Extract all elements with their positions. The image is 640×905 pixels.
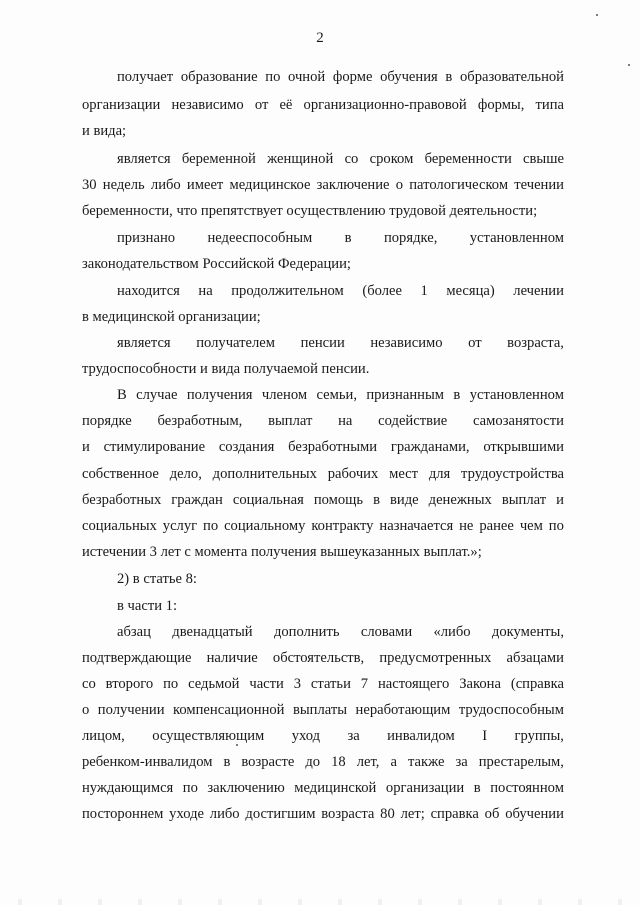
word: по (265, 69, 281, 85)
text-line (82, 675, 564, 693)
word: предусмотренных (379, 650, 492, 666)
text-line (117, 229, 564, 247)
word: документы, (491, 624, 564, 640)
word: открывшими (483, 439, 564, 455)
word: обучении (505, 806, 564, 822)
word: выплат (501, 492, 547, 508)
word: недееспособным (207, 230, 313, 246)
word: настоящего (377, 676, 450, 692)
word: трудоустройства (461, 466, 564, 482)
word: социальных (82, 518, 157, 534)
word: об (484, 806, 500, 822)
word: контракту (311, 518, 374, 534)
text-line (82, 805, 564, 823)
word: уход (291, 728, 321, 744)
word: подтверждающие (82, 650, 192, 666)
word: обучения (380, 69, 438, 85)
word: престарелым, (478, 754, 564, 770)
word: безработных (82, 492, 162, 508)
text-line (82, 491, 564, 509)
word: порядке (82, 413, 132, 429)
word: осуществляющим (152, 728, 265, 744)
word: 30 (82, 177, 97, 193)
word: дополнить (273, 624, 340, 640)
word: второго (105, 676, 154, 692)
word: образование (180, 69, 258, 85)
word: назначается (379, 518, 454, 534)
word: группы, (514, 728, 564, 744)
word: словами (360, 624, 413, 640)
text-line (82, 649, 564, 667)
word: В (117, 387, 127, 403)
word: течении (514, 177, 564, 193)
word: лет; (400, 806, 425, 822)
word: абзац (117, 624, 151, 640)
word: установленном (469, 230, 564, 246)
word: мест (389, 466, 419, 482)
word: типа (535, 97, 564, 113)
word: образовательной (460, 69, 564, 85)
text-line: и вида; (82, 123, 127, 139)
word: находится (117, 283, 180, 299)
word: возраста (321, 806, 375, 822)
word: статьи (310, 676, 351, 692)
word: признанным (366, 387, 444, 403)
word: за (455, 754, 468, 770)
word: двенадцатый (172, 624, 253, 640)
word: организации (385, 780, 465, 796)
word: услуг (162, 518, 198, 534)
word: формы, (477, 97, 525, 113)
word: на (198, 283, 213, 299)
word: патологическом (409, 177, 509, 193)
word: является (117, 335, 171, 351)
word: беременной (181, 151, 256, 167)
text-line: беременности, что препятствует осуществлению трудовой деятельности; (82, 203, 538, 219)
text-line (82, 779, 564, 797)
word: содействие (378, 413, 448, 429)
word: свыше (523, 151, 564, 167)
word: для (428, 466, 451, 482)
word: инвалидом (387, 728, 455, 744)
word: наличие (206, 650, 258, 666)
word: до (305, 754, 321, 770)
word: недель (102, 177, 145, 193)
word: постороннем (82, 806, 164, 822)
word: не (459, 518, 474, 534)
word: имеет (186, 177, 224, 193)
word: признано (117, 230, 176, 246)
word: в (373, 492, 380, 508)
word: по (548, 518, 564, 534)
word: (справка (510, 676, 564, 692)
word: случае (136, 387, 178, 403)
word: постоянном (490, 780, 564, 796)
word: от (468, 335, 482, 351)
word: уходе (169, 806, 204, 822)
word: также (407, 754, 445, 770)
text-line (82, 727, 564, 745)
word: порядке, (383, 230, 438, 246)
word: пенсии (300, 335, 345, 351)
word: женщиной (267, 151, 334, 167)
word: «либо (433, 624, 471, 640)
word: помощь (313, 492, 364, 508)
text-line (117, 334, 564, 352)
word: социальная (232, 492, 304, 508)
word: выплаты (292, 702, 348, 718)
text-line (117, 623, 564, 641)
word: чем (519, 518, 543, 534)
word: о (82, 702, 90, 718)
word: и (82, 439, 90, 455)
text-line (117, 386, 564, 404)
word: гражданами, (390, 439, 470, 455)
word: получении (97, 702, 165, 718)
word: либо (150, 177, 181, 193)
word: заключение (316, 177, 390, 193)
word: лицом, (82, 728, 125, 744)
text-line: в части 1: (117, 598, 178, 614)
word: трудоспособным (458, 702, 564, 718)
word: выплат (268, 413, 313, 429)
word: Закона (459, 676, 501, 692)
word: установленном (469, 387, 564, 403)
text-line (82, 517, 564, 535)
word: продолжительном (231, 283, 344, 299)
word: за (347, 728, 360, 744)
word: достигшим (245, 806, 316, 822)
word: по (203, 518, 219, 534)
word: дело, (169, 466, 202, 482)
word: организационно-правовой (303, 97, 467, 113)
word: возраста, (507, 335, 564, 351)
word: по (163, 676, 179, 692)
word: в (344, 230, 352, 246)
word: 80 (380, 806, 395, 822)
word: сроком (369, 151, 414, 167)
word: абзацами (506, 650, 564, 666)
word: организации (82, 97, 161, 113)
word: обстоятельств, (272, 650, 365, 666)
word: либо (209, 806, 240, 822)
word: беременности (424, 151, 512, 167)
word: рабочих (327, 466, 379, 482)
word: месяца) (446, 283, 495, 299)
text-line (82, 96, 564, 114)
text-line (82, 701, 564, 719)
word: в (453, 387, 461, 403)
text-line (117, 282, 564, 300)
word: создания (218, 439, 275, 455)
word: заключению (207, 780, 285, 796)
word: стимулирование (103, 439, 206, 455)
word: безработными (288, 439, 378, 455)
text-line (117, 150, 564, 168)
word: и (556, 492, 564, 508)
word: получения (186, 387, 253, 403)
scan-speck (628, 64, 630, 66)
word: её (279, 97, 293, 113)
word: является (117, 151, 171, 167)
text-line (82, 753, 564, 771)
word: дополнительных (212, 466, 317, 482)
word: членом (261, 387, 308, 403)
word: безработным, (157, 413, 243, 429)
word: социальному (224, 518, 306, 534)
text-line: законодательством Российской Федерации; (82, 256, 351, 272)
word: I (482, 728, 488, 744)
text-line (82, 176, 564, 194)
word: седьмой (188, 676, 240, 692)
word: (более (362, 283, 402, 299)
word: ранее (479, 518, 514, 534)
word: медицинской (294, 780, 377, 796)
text-line (117, 68, 564, 86)
word: получателем (196, 335, 275, 351)
word: на (338, 413, 353, 429)
word: 3 (293, 676, 302, 692)
text-line: в медицинской организации; (82, 309, 261, 325)
word: части (249, 676, 284, 692)
text-line (82, 412, 564, 430)
word: лечении (513, 283, 564, 299)
word: виде (390, 492, 419, 508)
word: со (344, 151, 359, 167)
scan-speck (596, 14, 598, 16)
word: независимо (370, 335, 443, 351)
word: справка (430, 806, 479, 822)
word: очной (288, 69, 326, 85)
word: 18 (331, 754, 346, 770)
word: а (390, 754, 397, 770)
word: от (254, 97, 269, 113)
text-line: трудоспособности и вида получаемой пенсии. (82, 361, 370, 377)
word: независимо (171, 97, 244, 113)
word: форме (332, 69, 373, 85)
word: в (445, 69, 453, 85)
word: денежных (428, 492, 492, 508)
word: 7 (360, 676, 369, 692)
word: медицинское (229, 177, 311, 193)
word: собственное (82, 466, 159, 482)
text-line: истечении 3 лет с момента получения вышеуказанных выплат.»; (82, 544, 482, 560)
word: ребенком-инвалидом (82, 754, 213, 770)
word: в (473, 780, 481, 796)
text-line: 2) в статье 8: (117, 571, 197, 587)
word: самозанятости (473, 413, 564, 429)
scan-edge-noise (0, 899, 640, 905)
word: о (395, 177, 404, 193)
word: со (82, 676, 96, 692)
word: в (223, 754, 231, 770)
word: лет, (356, 754, 380, 770)
word: граждан (171, 492, 223, 508)
word: неработающим (355, 702, 451, 718)
page-number: 2 (316, 30, 324, 46)
scan-speck (236, 744, 238, 746)
word: компенсационной (173, 702, 285, 718)
word: возрасте (241, 754, 295, 770)
text-line (82, 465, 564, 483)
word: по (182, 780, 198, 796)
word: семьи, (316, 387, 357, 403)
word: получает (117, 69, 174, 85)
text-line (82, 438, 564, 456)
word: 1 (420, 283, 428, 299)
word: нуждающимся (82, 780, 174, 796)
